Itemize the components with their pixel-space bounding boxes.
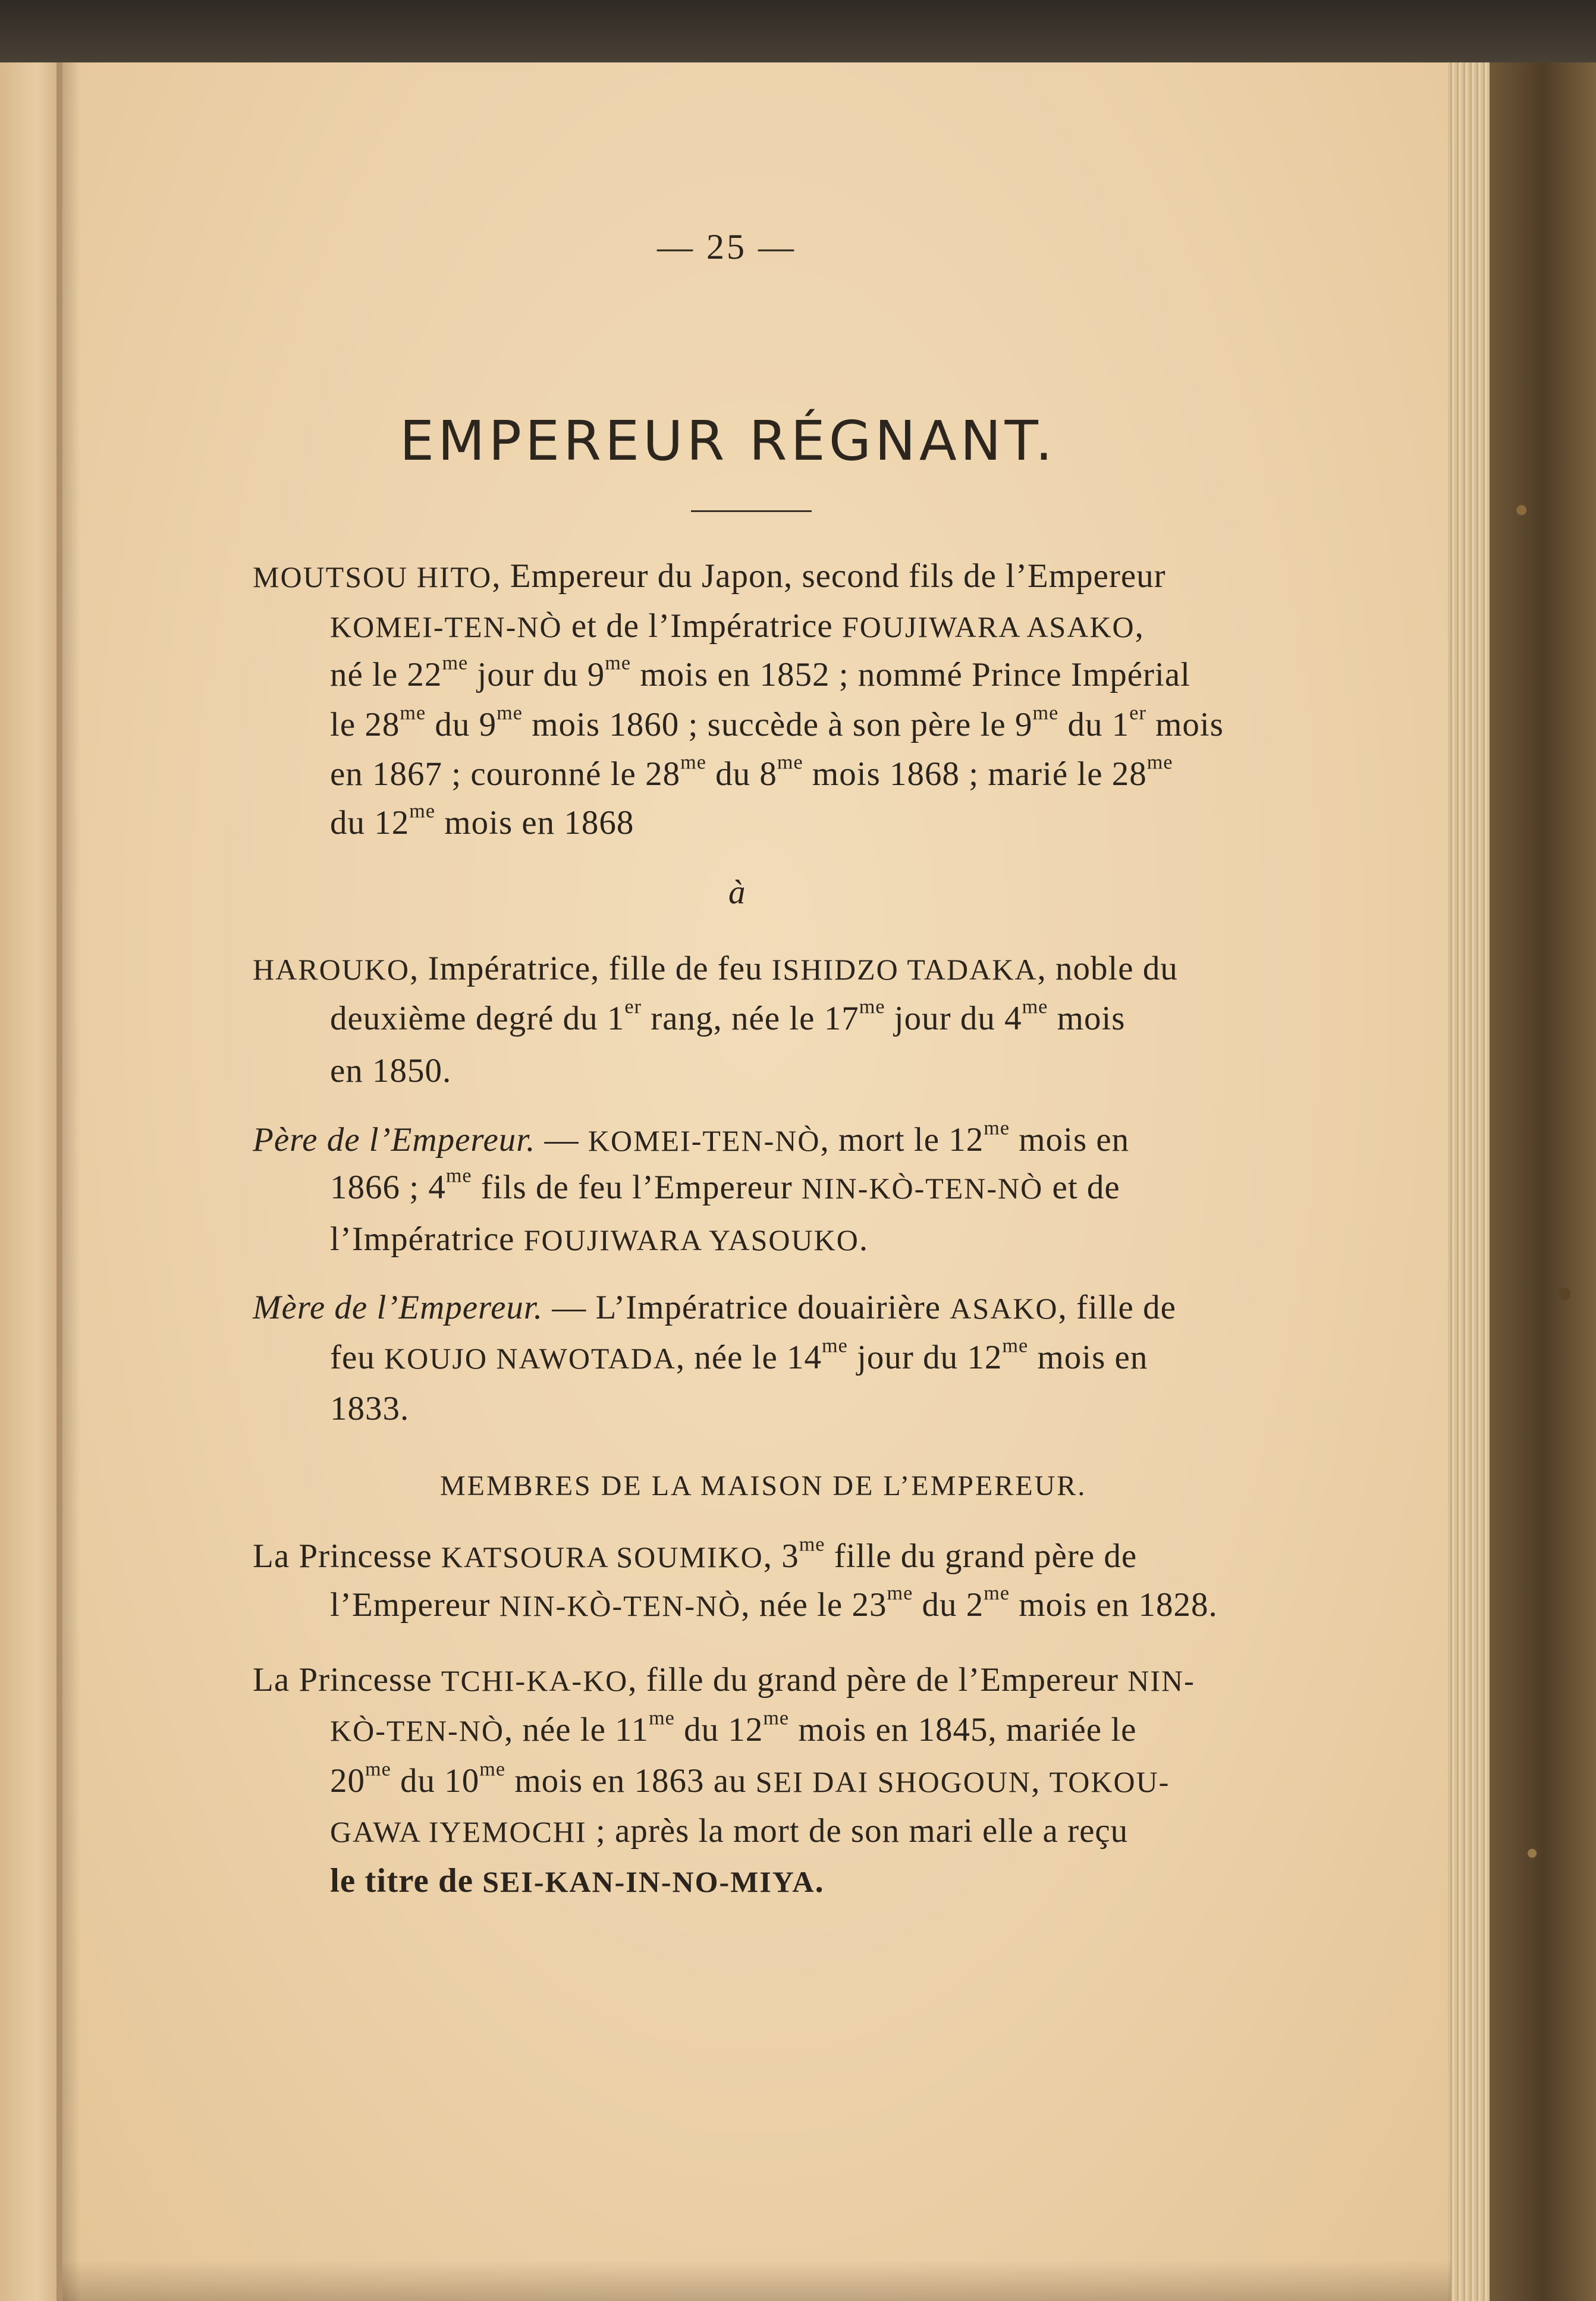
empress-line-1: HAROUKO, Impératrice, fille de feu ISHIDZO TADAKA, noble du	[253, 950, 1178, 987]
conjunction-a: à	[728, 874, 746, 911]
facing-page-edge	[0, 62, 62, 2301]
mother-line-3: 1833.	[330, 1390, 410, 1427]
scan-background-top	[0, 0, 1596, 65]
emperor-line-6: du $12^{me}$ mois en 1868	[330, 800, 634, 842]
mother-line-2: feu KOUJO NAWOTADA, née le $14^{me}$ jour du $12^{me}$ mois en	[330, 1335, 1148, 1376]
marbled-cover-board	[1490, 62, 1596, 2301]
princess2-line-5: le titre de SEI-KAN-IN-NO-MIYA.	[330, 1862, 824, 1900]
title-rule	[691, 510, 812, 512]
page-gutter-shadow	[56, 62, 80, 2301]
page-stack-edge	[1448, 62, 1490, 2301]
emperor-line-1: MOUTSOU HITO, Empereur du Japon, second fils de l’Empereur	[253, 557, 1166, 595]
princess1-line-2: l’Empereur NIN-KÒ-TEN-NÒ, née le $23^{me}$ du $2^{me}$ mois en 1828.	[330, 1582, 1218, 1624]
father-line-2: 1866 ; $4^{me}$ fils de feu l’Empereur NIN-KÒ-TEN-NÒ et de	[330, 1164, 1120, 1206]
princess2-line-3: $20^{me}$ du $10^{me}$ mois en 1863 au SEI DAI SHOGOUN, TOKOU-	[330, 1758, 1170, 1800]
empress-line-3: en 1850.	[330, 1052, 452, 1090]
emperor-line-4: le $28^{me}$ du $9^{me}$ mois 1860 ; succède à son père le $9^{me}$ du 1er mois	[330, 702, 1224, 743]
father-line-1: Père de l’Empereur. — KOMEI-TEN-NÒ, mort le $12^{me}$ mois en	[253, 1117, 1130, 1159]
page-bottom-shadow	[62, 2260, 1451, 2301]
emperor-line-2: KOMEI-TEN-NÒ et de l’Impératrice FOUJIWARA ASAKO,	[330, 607, 1144, 645]
father-line-3: l’Impératrice FOUJIWARA YASOUKO.	[330, 1220, 869, 1258]
emperor-line-5: en 1867 ; couronné le $28^{me}$ du $8^{me}$ mois 1868 ; marié le $28^{me}$	[330, 751, 1173, 793]
princess2-line-1: La Princesse TCHI-KA-KO, fille du grand père de l’Empereur NIN-	[253, 1661, 1195, 1699]
emperor-line-3: né le $22^{me}$ jour du $9^{me}$ mois en 1852 ; nommé Prince Impérial	[330, 652, 1190, 693]
empress-line-2: deuxième degré du 1er rang, née le $17^{me}$ jour du $4^{me}$ mois	[330, 996, 1126, 1037]
princess2-line-2: KÒ-TEN-NÒ, née le $11^{me}$ du $12^{me}$ mois en 1845, mariée le	[330, 1707, 1137, 1748]
page-number: — 25 —	[657, 227, 796, 266]
princess1-line-1: La Princesse KATSOURA SOUMIKO, $3^{me}$ fille du grand père de	[253, 1533, 1138, 1575]
section-heading-house: MEMBRES DE LA MAISON DE L’EMPEREUR.	[440, 1470, 1087, 1502]
page-title: EMPEREUR RÉGNANT.	[400, 409, 1057, 473]
mother-line-1: Mère de l’Empereur. — L’Impératrice douairière ASAKO, fille de	[253, 1289, 1176, 1326]
princess2-line-4: GAWA IYEMOCHI ; après la mort de son mari elle a reçu	[330, 1812, 1129, 1850]
